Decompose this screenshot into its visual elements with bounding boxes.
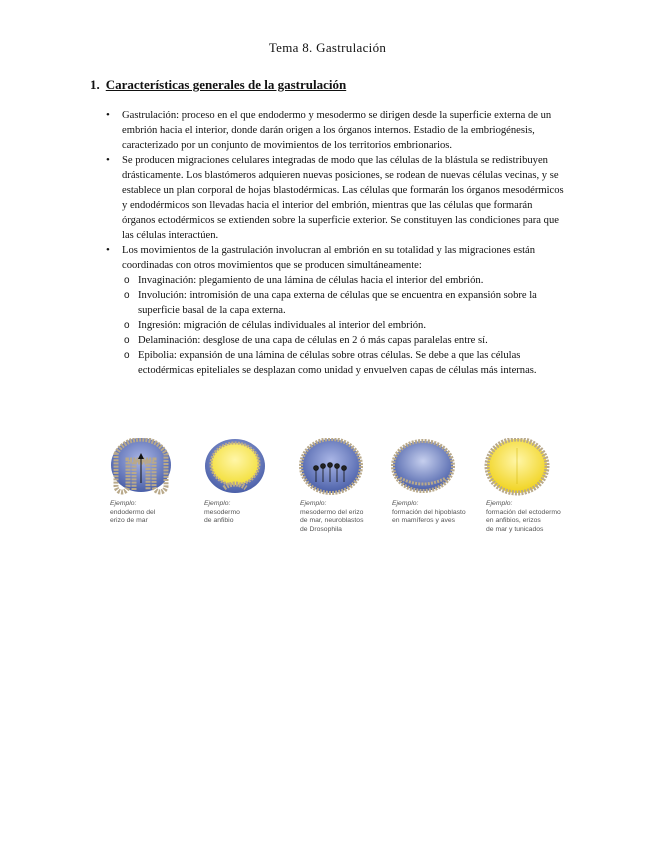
- sub-item-text: Invaginación: plegamiento de una lámina de células hacia el interior del embrión.: [138, 275, 484, 286]
- bullet-text: Los movimientos de la gastrulación involucran al embrión en su totalidad y las migraciones están coordinadas con otros movimientos que se producen simultáneamente:: [122, 245, 536, 271]
- sub-item-text: Delaminación: desglose de una capa de células en 2 ó más capas paralelas entre sí.: [138, 335, 488, 346]
- involution-diagram: [202, 438, 268, 498]
- invagination-diagram: [108, 438, 174, 498]
- figure-caption: Ejemplo: formación del ectodermo en anfibios, erizos de mar y tunicados: [486, 500, 561, 533]
- bullet-item: [104, 153, 566, 243]
- epiboly-diagram: [484, 438, 550, 498]
- bullet-item: [104, 243, 566, 378]
- figure-panel-involution: [200, 438, 290, 548]
- ingression-diagram: [298, 438, 364, 498]
- page-title: Tema 8. Gastrulación: [268, 40, 387, 55]
- figure-panel-delamination: [388, 438, 478, 548]
- section-heading: [90, 77, 346, 93]
- section-title: Características generales de la gastrulación: [105, 77, 347, 92]
- figure-panel-epiboly: [482, 438, 572, 548]
- bullet-item: [104, 108, 566, 153]
- figure-caption: Ejemplo: endodermo del erizo de mar: [110, 500, 156, 525]
- sub-item-text: Epibolia: expansión de una lámina de células sobre otras células. Se debe a que las células ectodérmicas epiteliales se desplazan como unidad y envuelven capas de células más internas.: [138, 350, 537, 376]
- sub-item: [122, 273, 566, 288]
- gastrulation-figure: [106, 438, 576, 548]
- section-number: 1.: [90, 77, 100, 92]
- sub-item: [122, 333, 566, 348]
- sub-item-text: Involución: intromisión de una capa externa de células que se encuentra en expansión sobre la superficie basal de la capa externa.: [138, 290, 537, 316]
- sub-item: [122, 318, 566, 333]
- bullet-text: Se producen migraciones celulares integradas de modo que las células de la blástula se redistribuyen drásticamente. Los blastómeros adquieren nuevas posiciones, se rodean de nuevas células vecinas, y se establece un plan corporal de hojas blastodérmicas. Las células que formarán los órganos mesodérmicos y endodérmicos son llevadas hacia el interior del embrión, mientras que las células que formarán órganos ectodérmicos se extienden sobre la superficie exterior. Se constituyen las condiciones para que las células interactúen.: [122, 155, 564, 241]
- delamination-diagram: [390, 438, 456, 498]
- sub-item-text: Ingresión: migración de células individuales al interior del embrión.: [138, 320, 427, 331]
- figure-panel-invagination: [106, 438, 196, 548]
- sub-item: [122, 288, 566, 318]
- figure-caption: Ejemplo: formación del hipoblasto en mamíferos y aves: [392, 500, 466, 525]
- bullet-list: [104, 108, 566, 378]
- sub-item: [122, 348, 566, 378]
- figure-caption: Ejemplo: mesodermo del erizo de mar, neuroblastos de Drosophila: [300, 500, 364, 533]
- sub-list: [122, 273, 566, 378]
- bullet-text: Gastrulación: proceso en el que endodermo y mesodermo se dirigen desde la superficie externa de un embrión hacia el interior, donde darán origen a los órganos internos. Estadio de la embriogénesis, caracterizado por un conjunto de movimientos de los territorios embrionarios.: [122, 110, 552, 151]
- figure-panel-ingression: [296, 438, 386, 548]
- figure-caption: Ejemplo: mesodermo de anfibio: [204, 500, 240, 525]
